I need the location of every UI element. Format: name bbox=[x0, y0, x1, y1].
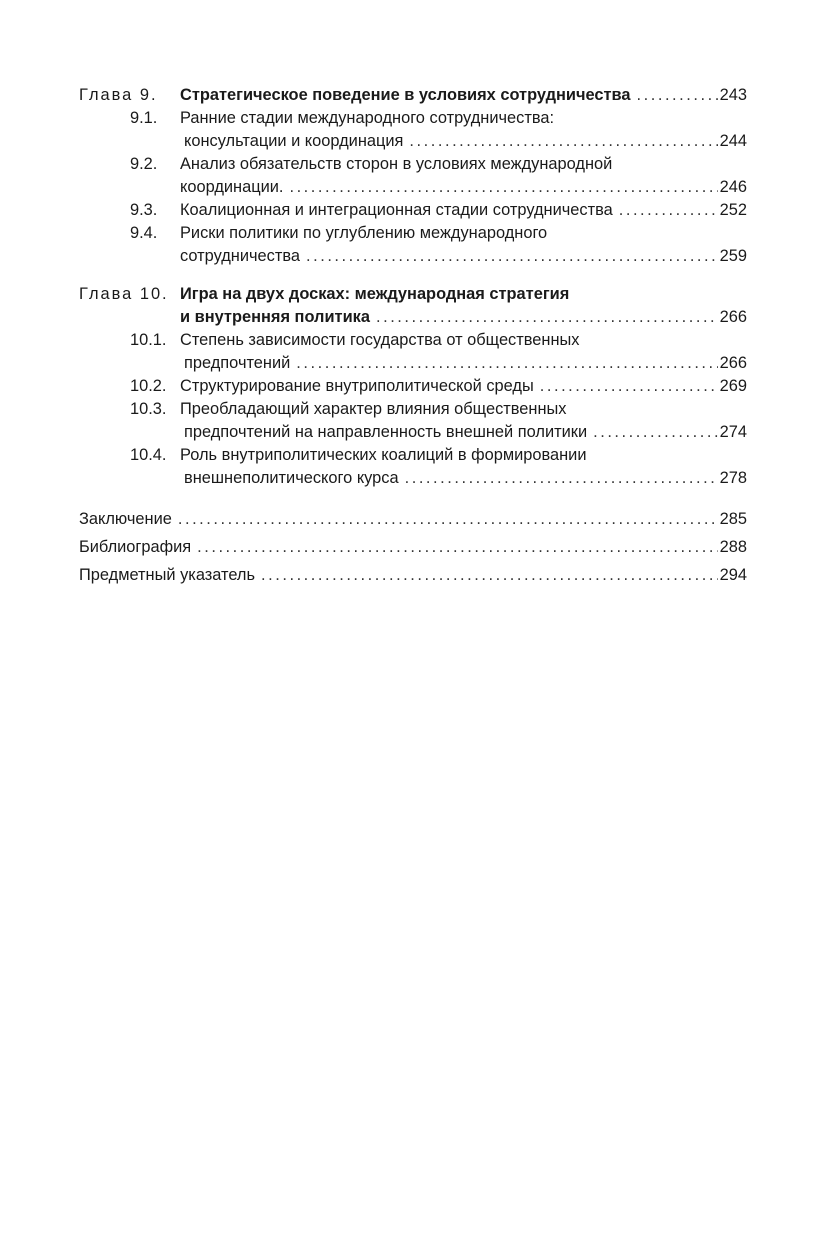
back-matter-conclusion[interactable] bbox=[79, 505, 747, 533]
section-number: 9.1. bbox=[130, 109, 158, 127]
dot-leader bbox=[619, 199, 718, 222]
section-title-cont: предпочтений на направленность внешней политики bbox=[184, 423, 588, 441]
section-number: 10.3. bbox=[130, 400, 167, 418]
section-9-2[interactable] bbox=[79, 153, 747, 199]
dot-leader bbox=[540, 375, 718, 398]
back-matter-title: Предметный указатель bbox=[79, 566, 256, 584]
back-matter-bibliography[interactable] bbox=[79, 533, 747, 561]
section-title: Коалиционная и интеграционная стадии сотрудничества bbox=[180, 201, 613, 219]
dot-leader bbox=[197, 533, 718, 561]
section-number: 10.4. bbox=[130, 446, 167, 464]
section-9-4[interactable] bbox=[79, 222, 747, 268]
page-number: 266 bbox=[719, 354, 747, 372]
page-number: 266 bbox=[719, 308, 747, 326]
dot-leader bbox=[306, 245, 718, 268]
section-title: Анализ обязательств сторон в условиях международной bbox=[180, 155, 613, 173]
page-number: 274 bbox=[719, 423, 747, 441]
dot-leader bbox=[296, 352, 717, 375]
section-title-cont: консультации и координация bbox=[184, 132, 404, 150]
section-title-cont: координации. bbox=[180, 178, 284, 196]
back-matter bbox=[79, 505, 747, 589]
section-title-cont: сотрудничества bbox=[180, 247, 300, 265]
section-title-cont: внешнеполитического курса bbox=[184, 469, 399, 487]
chapter-title-line[interactable] bbox=[180, 306, 747, 329]
chapter-10 bbox=[79, 283, 747, 490]
back-matter-title: Библиография bbox=[79, 538, 192, 556]
section-number: 9.2. bbox=[130, 155, 158, 173]
section-10-2[interactable] bbox=[79, 375, 747, 398]
page-number: 244 bbox=[719, 132, 747, 150]
chapter-label: Глава 9. bbox=[79, 86, 158, 104]
section-title: Преобладающий характер влияния общественных bbox=[180, 400, 567, 418]
section-title: Ранние стадии международного сотрудничества: bbox=[180, 109, 555, 127]
section-title: Риски политики по углублению международного bbox=[180, 224, 548, 242]
page-number: 243 bbox=[719, 86, 747, 104]
dot-leader bbox=[376, 306, 718, 329]
chapter-title-line[interactable] bbox=[180, 84, 747, 107]
dot-leader bbox=[261, 561, 718, 589]
chapter-9 bbox=[79, 84, 747, 268]
page-number: 269 bbox=[719, 377, 747, 395]
section-number: 10.2. bbox=[130, 377, 167, 395]
page-number: 252 bbox=[719, 201, 747, 219]
dot-leader bbox=[289, 176, 717, 199]
section-number: 9.4. bbox=[130, 224, 158, 242]
page-number: 294 bbox=[719, 566, 747, 584]
chapter-title-line[interactable] bbox=[180, 283, 747, 306]
section-10-1[interactable] bbox=[79, 329, 747, 375]
section-title-cont: предпочтений bbox=[184, 354, 291, 372]
section-number: 9.3. bbox=[130, 201, 158, 219]
section-9-1[interactable] bbox=[79, 107, 747, 153]
table-of-contents bbox=[79, 84, 747, 589]
section-title: Структурирование внутриполитической среды bbox=[180, 377, 534, 395]
dot-leader bbox=[405, 467, 718, 490]
back-matter-title: Заключение bbox=[79, 510, 172, 528]
page-number: 285 bbox=[719, 510, 747, 528]
section-title: Степень зависимости государства от общественных bbox=[180, 331, 580, 349]
section-10-3[interactable] bbox=[79, 398, 747, 444]
section-10-4[interactable] bbox=[79, 444, 747, 490]
dot-leader bbox=[178, 505, 718, 533]
chapter-title-cont: и внутренняя политика bbox=[180, 308, 370, 326]
dot-leader bbox=[593, 421, 718, 444]
page-number: 246 bbox=[719, 178, 747, 196]
section-title: Роль внутриполитических коалиций в формировании bbox=[180, 446, 587, 464]
dot-leader bbox=[637, 84, 718, 107]
chapter-label: Глава 10. bbox=[79, 285, 169, 303]
section-number: 10.1. bbox=[130, 331, 167, 349]
back-matter-index[interactable] bbox=[79, 561, 747, 589]
section-9-3[interactable] bbox=[79, 199, 747, 222]
page-number: 278 bbox=[719, 469, 747, 487]
page-number: 288 bbox=[719, 538, 747, 556]
chapter-title: Стратегическое поведение в условиях сотрудничества bbox=[180, 86, 631, 104]
dot-leader bbox=[409, 130, 717, 153]
chapter-title: Игра на двух досках: международная стратегия bbox=[180, 285, 570, 303]
page-number: 259 bbox=[719, 247, 747, 265]
